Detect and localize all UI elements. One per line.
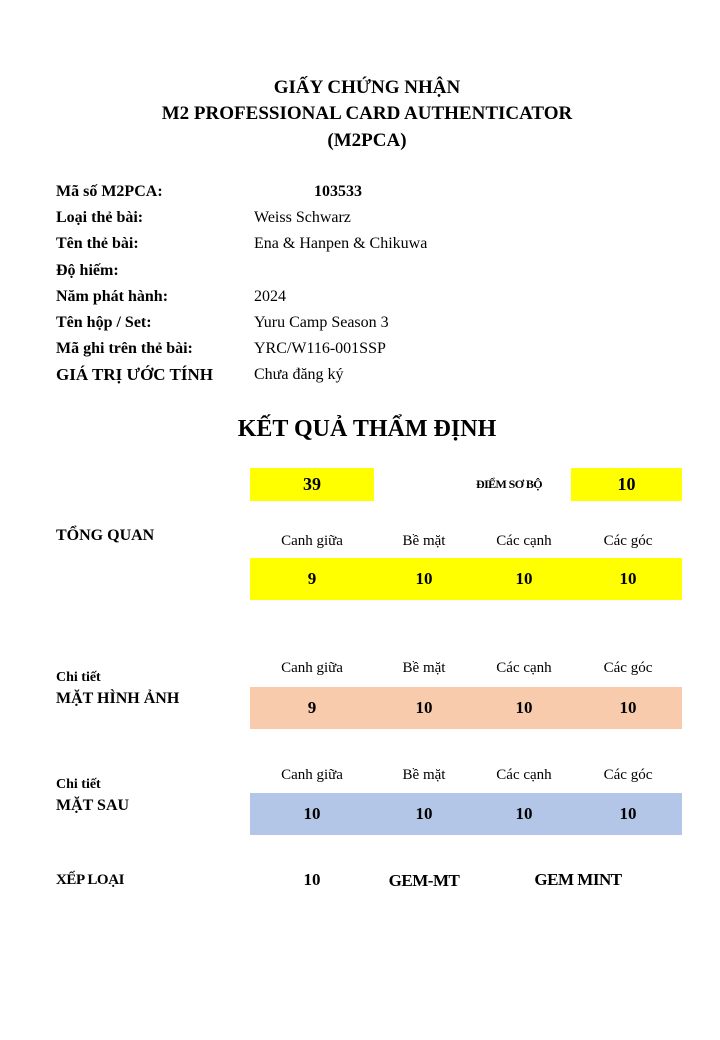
overview-label: TỔNG QUAN xyxy=(56,527,155,544)
front-detail-small-label: Chi tiết xyxy=(56,670,101,685)
back-edges-score: 10 xyxy=(515,804,533,823)
info-value-release-year: 2024 xyxy=(254,288,286,305)
info-label-rarity: Độ hiếm: xyxy=(56,262,119,279)
organization-name: M2 PROFESSIONAL CARD AUTHENTICATOR xyxy=(161,103,573,124)
preliminary-score: 10 xyxy=(617,474,636,494)
overview-surface-score: 10 xyxy=(415,569,433,588)
back-detail-small-label: Chi tiết xyxy=(56,777,101,792)
preliminary-score-box xyxy=(571,468,682,501)
info-value-card-type: Weiss Schwarz xyxy=(254,209,351,226)
total-score-box xyxy=(250,468,374,501)
back-scores-row xyxy=(250,793,682,835)
info-label-set: Tên hộp / Set: xyxy=(56,314,152,331)
front-corners-score: 10 xyxy=(619,698,637,717)
certificate-title: GIẤY CHỨNG NHẬN xyxy=(273,77,461,98)
column-header-surface: Bề mặt xyxy=(402,660,446,676)
grading-label: XẾP LOẠI xyxy=(56,872,125,888)
column-header-centering: Canh giữa xyxy=(281,533,343,549)
column-header-corners: Các góc xyxy=(603,767,653,783)
info-value-set: Yuru Camp Season 3 xyxy=(254,314,389,331)
info-value-card-name: Ena & Hanpen & Chikuwa xyxy=(254,235,428,252)
info-label-estimated-value: GIÁ TRỊ ƯỚC TÍNH xyxy=(56,365,213,384)
column-header-edges: Các cạnh xyxy=(496,660,552,676)
back-surface-score: 10 xyxy=(415,804,433,823)
back-corners-score: 10 xyxy=(619,804,637,823)
info-value-estimated-value: Chưa đăng ký xyxy=(254,366,344,383)
info-label-id: Mã số M2PCA: xyxy=(56,183,163,200)
front-scores-row xyxy=(250,687,682,729)
overview-centering-score: 9 xyxy=(307,569,317,588)
column-header-centering: Canh giữa xyxy=(281,660,343,676)
info-value-id: 103533 xyxy=(314,183,362,200)
overview-corners-score: 10 xyxy=(619,569,637,588)
column-header-corners: Các góc xyxy=(603,660,653,676)
column-header-edges: Các cạnh xyxy=(496,533,552,549)
results-title: KẾT QUẢ THẨM ĐỊNH xyxy=(237,416,497,442)
info-label-card-name: Tên thẻ bài: xyxy=(56,235,139,252)
grading-short: GEM-MT xyxy=(388,871,460,890)
info-label-card-type: Loại thẻ bài: xyxy=(56,209,144,226)
front-edges-score: 10 xyxy=(515,698,533,717)
total-score: 39 xyxy=(303,474,321,494)
overview-edges-score: 10 xyxy=(515,569,533,588)
preliminary-score-label: ĐIỂM SƠ BỘ xyxy=(476,477,543,491)
info-label-release-year: Năm phát hành: xyxy=(56,288,169,305)
front-detail-label: MẶT HÌNH ẢNH xyxy=(56,690,180,707)
info-value-card-code: YRC/W116-001SSP xyxy=(254,340,386,357)
front-surface-score: 10 xyxy=(415,698,433,717)
overview-scores-row xyxy=(250,558,682,600)
column-header-corners: Các góc xyxy=(603,533,653,549)
grading-score: 10 xyxy=(303,870,321,889)
column-header-surface: Bề mặt xyxy=(402,533,446,549)
back-detail-label: MẶT SAU xyxy=(56,797,130,814)
organization-abbr: (M2PCA) xyxy=(327,130,407,151)
front-centering-score: 9 xyxy=(307,698,317,717)
grading-full: GEM MINT xyxy=(534,870,622,889)
column-header-edges: Các cạnh xyxy=(496,767,552,783)
column-header-surface: Bề mặt xyxy=(402,767,446,783)
info-label-card-code: Mã ghi trên thẻ bài: xyxy=(56,340,193,357)
back-centering-score: 10 xyxy=(303,804,321,823)
column-header-centering: Canh giữa xyxy=(281,767,343,783)
